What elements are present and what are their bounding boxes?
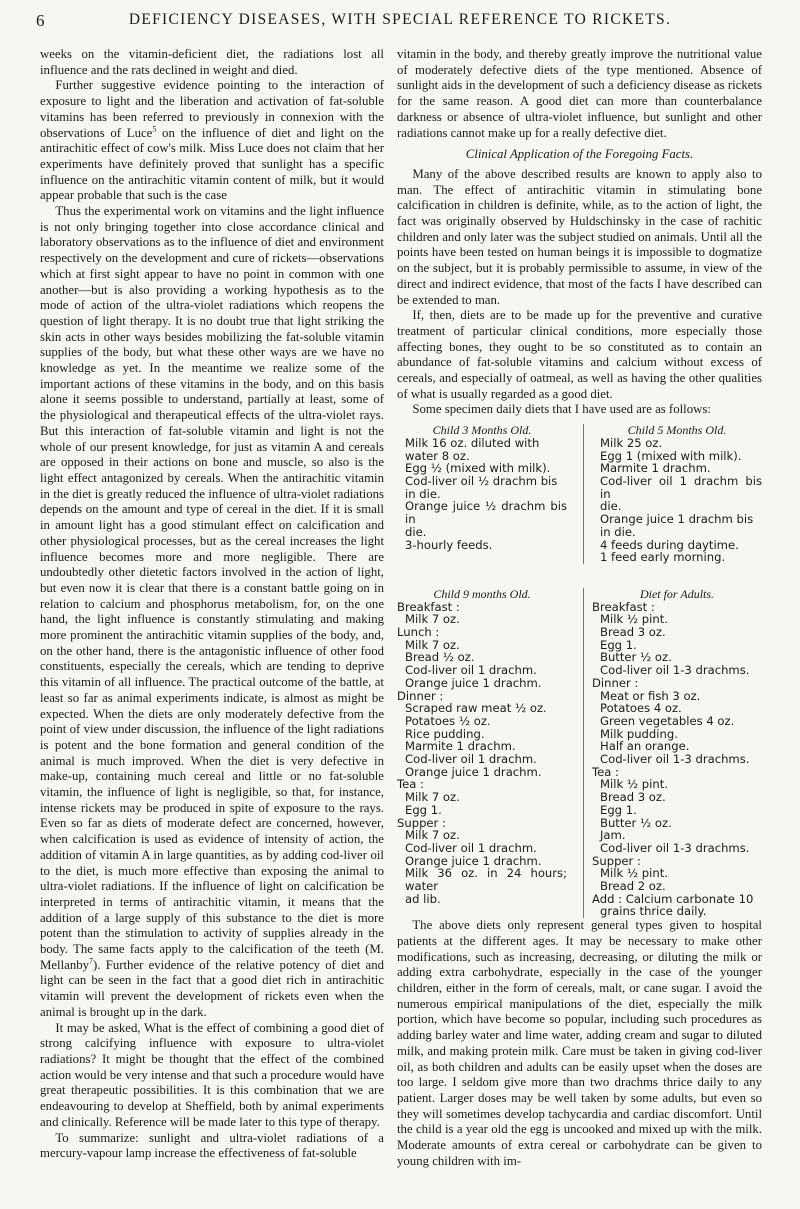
diet-line: Egg 1. [600, 637, 637, 652]
diet-line: Cod-liver oil ½ drachm bis [405, 473, 558, 488]
diet-line: Orange juice 1 drachm. [405, 675, 542, 690]
diet-line: Meat or fish 3 oz. [600, 688, 701, 703]
diet-table-older [397, 588, 762, 918]
diet-title: Child 3 Months Old. [432, 423, 532, 438]
paragraph [40, 204, 384, 1021]
diet-line: 4 feeds during daytime. [600, 537, 739, 552]
diet-line: Milk 7 oz. [405, 637, 460, 652]
diet-line: ad lib. [405, 891, 441, 906]
diet-line: Scraped raw meat ½ oz. [405, 701, 547, 716]
diet-line: Orange juice ½ drachm bis in [405, 499, 567, 527]
page-number: 6 [36, 11, 45, 30]
paragraph: It may be asked, What is the effect of combining a good diet of strong calcifying influence with exposure to ultra-violet radiations? It might be thought that the effect of the combined action would be very intense and that such a procedure would have great therapeutic possibilities. It is this combination that we are endeavouring to develop at Sheffield, both by animal experiments and clinically. Reference will be made later to this type of therapy. [40, 1020, 384, 1129]
diet-line: Dinner : [592, 675, 639, 690]
diet-line: Milk pudding. [600, 726, 678, 741]
diet-line: grains thrice daily. [600, 904, 707, 919]
diet-line: Egg 1 (mixed with milk). [600, 448, 742, 463]
diet-line: die. [600, 499, 622, 514]
paragraph: The above diets only represent general types given to hospital patients at the different ages. It may be necessary to make other modifications, such as increasing, decreasing, or diluting the milk or adding extra carbohydrate, especially in the case of the younger children, either in the form of cereals, malt, or cane sugar. I avoid the numerous empirical manipulations of the diet, especially the milk portion, which have become so popular, including such procedures as adding barley water and lime water, adding cream and sugar to diluted milk, and making protein milk. Care must be taken in giving cod-liver oil, as both children and adults can be easily upset when the doses are too large. I seldom give more than two drachms thrice daily to any patient. Larger doses may be well taken by some adults, but even so they will sometimes develop tachycardia and cardiac discomfort. Until the child is a year old the egg is uncooked and mixed up with the milk. Moderate amounts of extra cereal or carbohydrate can be given to young children with im- [397, 918, 762, 1168]
diet-line: Marmite 1 drachm. [600, 461, 711, 476]
diet-line: Orange juice 1 drachm. [405, 764, 542, 779]
diet-line: Egg ½ (mixed with milk). [405, 461, 551, 476]
diet-line: Supper : [397, 815, 446, 830]
diet-line: in die. [405, 486, 441, 501]
diet-line: Supper : [592, 853, 641, 868]
diet-line: Cod-liver oil 1-3 drachms. [600, 752, 750, 767]
paragraph: To summarize: sunlight and ultra-violet radiations of a mercury-vapour lamp increase the effectiveness of fat-soluble [40, 1130, 384, 1161]
diet-line: Cod-liver oil 1-3 drachms. [600, 663, 750, 678]
diet-line: Cod-liver oil 1 drachm bis in [600, 473, 762, 501]
diet-line: Breakfast : [397, 599, 460, 614]
diet-line: Cod-liver oil 1 drachm. [405, 840, 537, 855]
diet-line: Jam. [600, 828, 626, 843]
diet-line: Cod-liver oil 1-3 drachms. [600, 840, 750, 855]
diet-line: Cod-liver oil 1 drachm. [405, 663, 537, 678]
text-run: Thus the experimental work on vitamins and the light influence is not only bringing together into close accordance clinical and laboratory observations as to the influence of diet and environment respectively on the development and cure of rickets—observations which at first sight appear to have no point in common with one another—but is also providing a working hypothesis as to the mode of action of the ultra-violet radiations which reopens the question of light therapy. It is no doubt true that light striking the skin acts in other ways besides mobilizing the fat-soluble vitamin supplies of the body, but what these other ways are we have no knowledge as yet. In the meantime we realize some of the important actions of these vitamins in the body, and on this basis alone it seems possible to understand, partially at least, some of the physiological and therapeutical effects of the ultra-violet rays. But this interaction of fat-soluble vitamin and light is not the whole of our present knowledge, for just as vitamin A and cereals are opposed in their actions on bone and muscle, so also is the light effect antagonized by cereals. When the antirachitic vitamin in the diet is greatly reduced the influence of ultra-violet radiations depends on the amount and type of cereal in the diet. If it is small in amount light has a good stimulant effect on calcification and other physiological processes, but as the cereal increases the light influence becomes more and more negligible. There are undoubtedly other dietetic factors involved in the action of light, but even now it is clear that there is a constant battle going on in relation to calcium and phosphorus metabolism, for, on the one hand, the light influence is constantly stimulating and making more prominent the antirachitic vitamin supplies of the body, and, on the other hand, there is the antagonistic influence of other food constituents, especially the cereals, which are tending to deprive this vitamin of all influence. The practical outcome of the battle, at least so far as animal experiments indicate, is almost as might be expected. When the diets are only moderately defective from the point of view under discussion, the influence of the light radiations is potent and the bone formation and general condition of the animal is much improved. When the diet is very defective in make-up, containing much cereal and little or no fat-soluble vitamin, the influence of light is negligible, so that, for instance, intense rickets may be produced in spite of exposure to the rays. Even so far as diets of moderate defect are concerned, however, when calcification is used as evidence of intensity of action, the addition of vitamin A in large quantities, as by adding cod-liver oil to the diet, is much more effective than exposing the animal to ultra-violet radiations. If the influence of light on calcification be interpreted in terms of antirachitic vitamin, it means that the addition of a large supply of this substance to the diet is more potent than the stimulation to activity of supplies already in the body. The same facts apply to the calcification of the teeth (M. Mellanby [40, 204, 384, 972]
diet-line: Tea : [397, 777, 424, 792]
diet-line: water 8 oz. [405, 448, 470, 463]
diet-line: Orange juice 1 drachm bis [600, 512, 754, 527]
paragraph: weeks on the vitamin-deficient diet, the radiations lost all influence and the rats declined in weight and died. [40, 47, 384, 77]
diet-child-5-months [583, 424, 762, 564]
diet-line: Milk 36 oz. in 24 hours; water [405, 866, 567, 894]
diet-line: Breakfast : [592, 599, 655, 614]
diet-title: Child 5 Months Old. [627, 423, 727, 438]
diet-title: Diet for Adults. [639, 586, 715, 601]
diet-line: Potatoes 4 oz. [600, 701, 682, 716]
paragraph: Some specimen daily diets that I have used are as follows: [412, 402, 711, 417]
diet-line: Bread 3 oz. [600, 790, 666, 805]
diet-line: Egg 1. [405, 802, 442, 817]
diet-title: Child 9 months Old. [433, 586, 531, 601]
diet-line: Lunch : [397, 625, 440, 640]
diet-lines [397, 437, 567, 551]
diet-line: Green vegetables 4 oz. [600, 713, 735, 728]
diet-line: Egg 1. [600, 802, 637, 817]
diet-line: Milk 16 oz. diluted with [405, 435, 540, 450]
diet-table-infants [397, 424, 762, 564]
diet-line: Cod-liver oil 1 drachm. [405, 752, 537, 767]
footnote-ref: 5 [152, 124, 157, 134]
diet-line: Add : Calcium carbonate 10 [592, 891, 754, 906]
footnote-ref: 7 [89, 956, 94, 966]
diet-line: die. [405, 524, 427, 539]
diet-child-3-months [397, 424, 567, 564]
diet-line: Tea : [592, 764, 619, 779]
diet-line: Milk ½ pint. [600, 612, 668, 627]
diet-lines [592, 601, 762, 919]
diet-line: Potatoes ½ oz. [405, 713, 491, 728]
diet-line: Dinner : [397, 688, 444, 703]
diet-line: Marmite 1 drachm. [405, 739, 516, 754]
paragraph: If, then, diets are to be made up for the preventive and curative treatment of particular clinical conditions, more especially those affecting bones, they ought to be so constituted as to contain an abundance of fat-soluble vitamins and calcium without excess of cereals, and especially of oatmeal, as well as having the other qualities of what is usually regarded as a good diet. [397, 308, 762, 401]
diet-adults [583, 588, 762, 918]
right-column [397, 47, 762, 1169]
diet-lines [592, 437, 762, 564]
diet-line: Milk 25 oz. [600, 435, 663, 450]
section-heading: Clinical Application of the Foregoing Facts. [465, 147, 694, 162]
paragraph [40, 78, 384, 204]
text-run: Further suggestive evidence pointing to the interaction of exposure to light and the liberation and activation of fat-soluble vitamins has been referred to previously in connexion with the observations of Luce [40, 78, 384, 140]
diet-line: Milk 7 oz. [405, 790, 460, 805]
diet-line: 1 feed early morning. [600, 550, 726, 565]
diet-line: Butter ½ oz. [600, 815, 672, 830]
diet-line: Butter ½ oz. [600, 650, 672, 665]
diet-line: Milk 7 oz. [405, 612, 460, 627]
left-column [40, 47, 384, 1162]
diet-line: Orange juice 1 drachm. [405, 853, 542, 868]
diet-line: Bread 2 oz. [600, 879, 666, 894]
diet-line: Bread ½ oz. [405, 650, 475, 665]
diet-line: Milk ½ pint. [600, 866, 668, 881]
diet-line: Bread 3 oz. [600, 625, 666, 640]
diet-line: Milk 7 oz. [405, 828, 460, 843]
text-run: on the influence of diet and light on the antirachitic effect of cow's milk. Miss Luce does not claim that her experiments have definitely proved that sunlight has a specific influence on the antirachitic vitamin content of milk, but it would appear probable that such is the case [40, 125, 384, 203]
diet-lines [397, 601, 567, 906]
diet-line: Rice pudding. [405, 726, 485, 741]
running-title: DEFICIENCY DISEASES, WITH SPECIAL REFERENCE TO RICKETS. [128, 11, 672, 28]
diet-line: 3-hourly feeds. [405, 537, 493, 552]
running-header [0, 5, 800, 39]
diet-line: Milk ½ pint. [600, 777, 668, 792]
text-run: ). Further evidence of the relative potency of diet and light can be seen in the fact that a good diet rich in antirachitic vitamin will prevent the development of rickets even when the animal is brought up in the dark. [40, 957, 384, 1019]
paragraph: vitamin in the body, and thereby greatly improve the nutritional value of moderately defective diets of the type mentioned. Absence of sunlight aids in the development of such a deficiency disease as rickets for the same reason. A good diet can more than counterbalance darkness or absence of ultra-violet influence, but sunlight and other radiations cannot make up for a really defective diet. [397, 47, 762, 140]
diet-line: Half an orange. [600, 739, 690, 754]
diet-line: in die. [600, 524, 636, 539]
paragraph: Many of the above described results are known to apply also to man. The effect of antirachitic vitamin in stimulating bone calcification in children is definite, while, as to the action of light, the fact was originally observed by Huldschinsky in the case of rachitic children and only later was the subject studied on animals. Until all the points have been tested on human beings it is impossible to dogmatize on the subject, but it is probably permissible to assume, in view of the direct and indirect evidence, that most of the facts I have described can be extended to man. [397, 166, 762, 307]
diet-child-9-months [397, 588, 567, 918]
